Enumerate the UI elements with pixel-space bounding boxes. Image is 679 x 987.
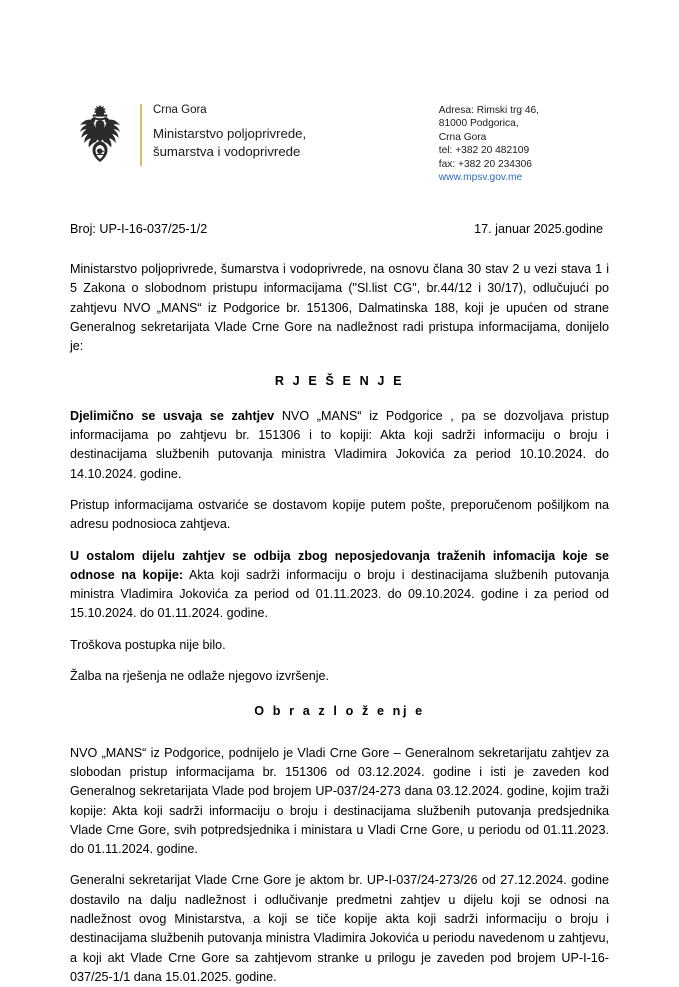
grant-body-text: NVO „MANS“ iz Podgorice , pa se dozvoljava pristup informacijama po zahtjevu br. 151306 i to kopiji: Akta koji sadrži informaciju o broju i destinacijama službenih putovanja ministra Vladimira Jokovića za period 10.10.2024. do 14.10.2024. godine. — [70, 408, 609, 481]
fax: fax: +382 20 234306 — [438, 158, 532, 170]
explanation-paragraph-1: NVO „MANS“ iz Podgorice, podnijelo je Vladi Crne Gore – Generalnom sekretarijatu zahtjev za slobodan pristup informacijama br. 151306 od 03.12.2024. godine i isti je zaveden kod Generalnog sekretarijata Vlade pod brojem UP-037/24-273 dana 03.12.2024. godine, kojim traži kopije: Akta koji sadrži informaciju o broju i destinacijama službenih putovanja predsjednika Vlade Crne Gore, svih potpredsjednika i ministara u Vladi Crne Gore, u periodu od 01.11.2023. do 01.11.2024. godine. — [70, 745, 609, 857]
address-line-1: Adresa: Rimski trg 46, — [438, 105, 539, 116]
organisation-block — [153, 100, 609, 161]
address-line-2: 81000 Podgorica, — [438, 118, 519, 130]
appeal-paragraph: Žalba na rješenja ne odlaže njegovo izvršenje. — [70, 669, 330, 684]
grant-lead-bold: Djelimično se usvaja se zahtjev — [70, 408, 275, 423]
document-body — [70, 260, 609, 987]
costs-paragraph: Troškova postupka nije bilo. — [70, 637, 226, 652]
document-date: 17. januar 2025.godine — [474, 222, 603, 236]
letterhead-divider — [140, 104, 142, 166]
telephone: tel: +382 20 482109 — [438, 145, 530, 157]
montenegro-coat-of-arms-icon — [76, 102, 124, 168]
delivery-paragraph: Pristup informacijama ostvariće se dostavom kopije putem pošte, preporučenom pošiljkom na adresu podnosioca zahtjeva. — [70, 497, 609, 532]
website-link[interactable]: www.mpsv.gov.me — [438, 172, 523, 184]
heading-rjesenje: R J E Š E N J E — [274, 374, 405, 389]
country-name: Crna Gora — [153, 104, 207, 116]
intro-paragraph: Ministarstvo poljoprivrede, šumarstva i vodoprivrede, na osnovu člana 30 stav 2 u vezi stava 1 i 5 Zakona o slobodnom pristupu informacijama ("Sl.list CG", br.44/12 i 30/17), odlučujući po zahtjevu NVO „MANS“ iz Podgorice br. 151306, Dalmatinska 188, koji je upućen od strane Generalnog sekretarijata Vlade Crne Gore na nadležnost radi pristupa informacijama, donijelo je: — [70, 262, 609, 354]
contact-block — [439, 104, 539, 184]
reference-row — [70, 220, 609, 238]
refusal-body-text: Akta koji sadrži informaciju o broju i destinacijama službenih putovanja ministra Vladimira Jokovića za period od 01.11.2023. do 09.10.2024. godine i za period od 15.10.2024. do 01.11.2024. godine. — [70, 567, 610, 621]
explanation-paragraph-2: Generalni sekretarijat Vlade Crne Gore je aktom br. UP-I-037/24-273/26 od 27.12.2024. godine dostavilo na dalju nadležnost i odlučivanje predmetni zahtjev u dijelu koji se odnosi na nadležnost ovog Ministarstva, a koji se tiče kopije akta koji sadrži informaciju o broju i destinacijama službenih putovanja ministra Vladimira Jokovića u periodu navedenom u zahtjevu, a koji akt Vlade Crne Gore sa zahtjevom stranke u prilogu je zaveden pod brojem UP-I-16-037/25-1/1 dana 15.01.2025. godine. — [70, 873, 609, 984]
reference-number: Broj: UP-I-16-037/25-1/2 — [70, 222, 208, 236]
letterhead — [70, 0, 609, 184]
ministry-name-line-2: šumarstva i vodoprivrede — [153, 144, 301, 159]
heading-obrazlozenje: O b r a z l o ž e nj e — [254, 704, 425, 719]
ministry-name-line-1: Ministarstvo poljoprivrede, — [153, 126, 307, 141]
address-line-3: Crna Gora — [438, 131, 487, 143]
refusal-lead-bold: U ostalom dijelu zahtjev se odbija zbog neposjedovanja traženih infomacija koje se odnose na kopije: — [70, 548, 609, 582]
refusal-paragraph — [70, 547, 609, 624]
grant-paragraph — [70, 407, 609, 484]
